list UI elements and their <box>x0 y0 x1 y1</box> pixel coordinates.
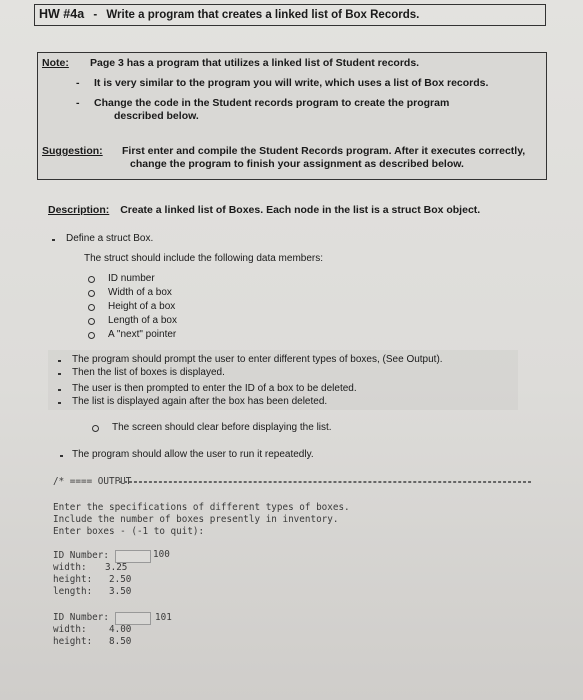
note-box <box>37 52 547 180</box>
title-text: Write a program that creates a linked list of Box Records. <box>106 9 420 21</box>
output-header: /* ==== OUTPUT <box>53 476 132 487</box>
circle-bullet-icon <box>88 276 95 283</box>
suggestion-label: Suggestion: <box>42 145 103 157</box>
note-label: Note: <box>42 57 69 69</box>
description-text: Create a linked list of Boxes. Each node in the list is a struct Box object. <box>120 204 481 216</box>
output-label: height: <box>53 574 93 585</box>
note-bullet-dash: - <box>76 97 80 109</box>
output-value: 3.25 <box>105 562 128 573</box>
suggestion-line1: First enter and compile the Student Records program. After it executes correctly, <box>122 145 526 157</box>
output-label: width: <box>53 624 87 635</box>
suggestion-line2: change the program to finish your assignment as described below. <box>130 158 464 170</box>
title-separator: - <box>93 9 98 21</box>
member-item: Height of a box <box>108 301 176 312</box>
hw-number: HW #4a <box>39 7 85 21</box>
output-value: 3.50 <box>109 586 132 597</box>
member-item: A "next" pointer <box>108 329 177 340</box>
output-label: length: <box>53 586 93 597</box>
repeat-note: The program should allow the user to run it repeatedly. <box>72 449 314 460</box>
circle-bullet-icon <box>92 425 99 432</box>
define-struct: Define a struct Box. <box>66 233 154 244</box>
output-label: ID Number: <box>53 612 109 623</box>
bullet-dash <box>58 389 61 391</box>
note-bullet2b: described below. <box>114 110 199 122</box>
member-item: Length of a box <box>108 315 177 326</box>
bullet-dash <box>58 360 61 362</box>
output-value: 2.50 <box>109 574 132 585</box>
circle-bullet-icon <box>88 318 95 325</box>
output-divider <box>119 481 531 483</box>
circle-bullet-icon <box>88 332 95 339</box>
sample-output <box>45 476 515 700</box>
output-value: 101 <box>155 612 172 623</box>
clear-screen-note: The screen should clear before displaying the list. <box>112 422 332 433</box>
member-item: ID number <box>108 273 155 284</box>
step-item: The list is displayed again after the box has been deleted. <box>72 396 328 407</box>
output-value: 100 <box>153 549 170 560</box>
assignment-title-box <box>34 4 546 26</box>
note-bullet2a: Change the code in the Student records program to create the program <box>94 97 450 109</box>
description-label: Description: <box>48 204 110 216</box>
output-value: 4.00 <box>109 624 132 635</box>
step-item: The program should prompt the user to enter different types of boxes, (See Output). <box>72 354 443 365</box>
description <box>48 204 480 216</box>
bullet-dash <box>52 239 55 241</box>
output-line: Enter the specifications of different types of boxes. <box>53 502 350 513</box>
note-bullet-dash: - <box>76 77 80 89</box>
note-line1: Page 3 has a program that utilizes a linked list of Student records. <box>90 57 420 69</box>
step-item: Then the list of boxes is displayed. <box>72 367 225 378</box>
note-bullet1: It is very similar to the program you will write, which uses a list of Box records. <box>94 77 489 89</box>
bullet-dash <box>58 402 61 404</box>
output-line: Include the number of boxes presently in inventory. <box>53 514 339 525</box>
output-line: Enter boxes - (-1 to quit): <box>53 526 205 537</box>
circle-bullet-icon <box>88 290 95 297</box>
output-label: height: <box>53 636 93 647</box>
output-label: width: <box>53 562 87 573</box>
output-value: 8.50 <box>109 636 132 647</box>
step-item: The user is then prompted to enter the ID of a box to be deleted. <box>72 383 357 394</box>
bullet-dash <box>58 373 61 375</box>
include-members: The struct should include the following data members: <box>84 253 324 264</box>
member-item: Width of a box <box>108 287 172 298</box>
bullet-dash <box>60 455 63 457</box>
output-label: ID Number: <box>53 550 109 561</box>
circle-bullet-icon <box>88 304 95 311</box>
